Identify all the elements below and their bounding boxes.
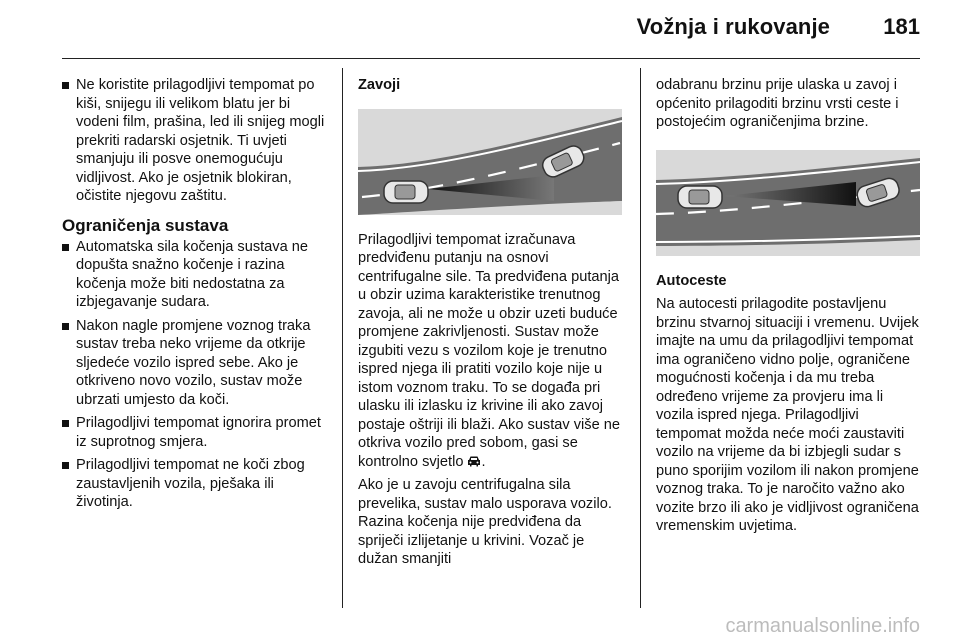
column-left: [62, 76, 334, 520]
subsection-title-highways: Autoceste: [656, 272, 727, 289]
bullet-item: Prilagodljivi tempomat ne koči zbog zaustavljenih vozila, pješaka ili životinja.: [62, 456, 334, 512]
paragraph-text: Prilagodljivi tempomat izračunava predviđenu putanju na osnovi centrifugalne sile. Ta predviđena putanja u obzir uzima karakteristike trenutnog zavoja, ali ne može u obzir uzeti buduće promjene zakrivljenosti. Sustav može izgubiti vezu s vozilom koje je trenutno ispred njega ili pratiti vozilo koje nije u istom voznom traku. To se događa pri ulasku ili izlasku iz krivine ili ako zavoj postaje oštriji ili blaži. Ako sustav više ne otkriva vozilo pred sobom, gasi se kontrolno svjetlo: [358, 231, 620, 470]
header-rule: [62, 58, 920, 59]
car-left: [678, 186, 722, 208]
vehicle-ahead-icon: [467, 455, 481, 467]
page-number: 181: [883, 14, 920, 39]
paragraph: Ako je u zavoju centrifugalna sila prevelika, sustav malo usporava vozilo. Razina kočenja nije predviđena da spriječi izlijetanje u krivini. Vozač je dužan smanjiti: [358, 477, 612, 567]
column-divider-2: [640, 68, 641, 608]
intro-bullet-list: [62, 76, 334, 206]
bullet-item: Ne koristite prilagodljivi tempomat po kiši, snijegu ili velikom blatu jer bi vodeni film, prašina, led ili snijeg mogli prekriti radarski osjetnik. Ti uvjeti smanjuju ili posve onemogućuju vidljivost. Ako je osjetnik blokiran, očistite njegovu zaštitu.: [62, 76, 334, 206]
watermark: carmanualsonline.info: [725, 615, 920, 637]
limitations-bullet-list: [62, 238, 334, 512]
bullet-item: Automatska sila kočenja sustava ne dopušta snažno kočenje i razina kočenja može biti nedostatna za izbjegavanje sudara.: [62, 238, 334, 312]
column-divider-1: [342, 68, 343, 608]
column-right: [656, 76, 924, 541]
paragraph: Na autocesti prilagodite postavljenu brzinu stvarnoj situaciji i vremenu. Uvijek imajte na umu da prilagodljivi tempomat ima ograničeno vidno polje, ograničene mogućnosti kočenja i da mu treba određeno vrijeme za provjeru ima li vozila ispred njega. Prilagodljivi tempomat možda neće moći zaustaviti vozilo na vrijeme da bi izbjegli sudar s puno sporijim vozilom ili nakon promjene voznog traka. To je naročito važno ako vozite brzo ili ako je vidljivost ograničena vremenskim uvjetima.: [656, 296, 919, 534]
bullet-item: Prilagodljivi tempomat ignorira promet iz suprotnog smjera.: [62, 414, 334, 451]
highway-illustration: [656, 150, 920, 256]
section-title: Ograničenja sustava: [62, 215, 229, 235]
paragraph: odabranu brzinu prije ulaska u zavoj i općenito prilagoditi brzinu vrsti ceste i postojećim ograničenjima brzine.: [656, 77, 899, 130]
curve-illustration: [358, 109, 622, 215]
page-header-title: Vožnja i rukovanje: [636, 14, 830, 39]
bullet-item: Nakon nagle promjene voznog traka sustav treba neko vrijeme da otkrije sljedeće vozilo ispred sebe. Ako je otkriveno novo vozilo, sustav može ubrzati umjesto da koči.: [62, 317, 334, 410]
column-middle: [358, 76, 624, 574]
paragraph: [358, 231, 624, 472]
car-left: [384, 181, 428, 203]
subsection-title-curves: Zavoji: [358, 77, 401, 93]
paragraph-end: .: [481, 453, 486, 470]
